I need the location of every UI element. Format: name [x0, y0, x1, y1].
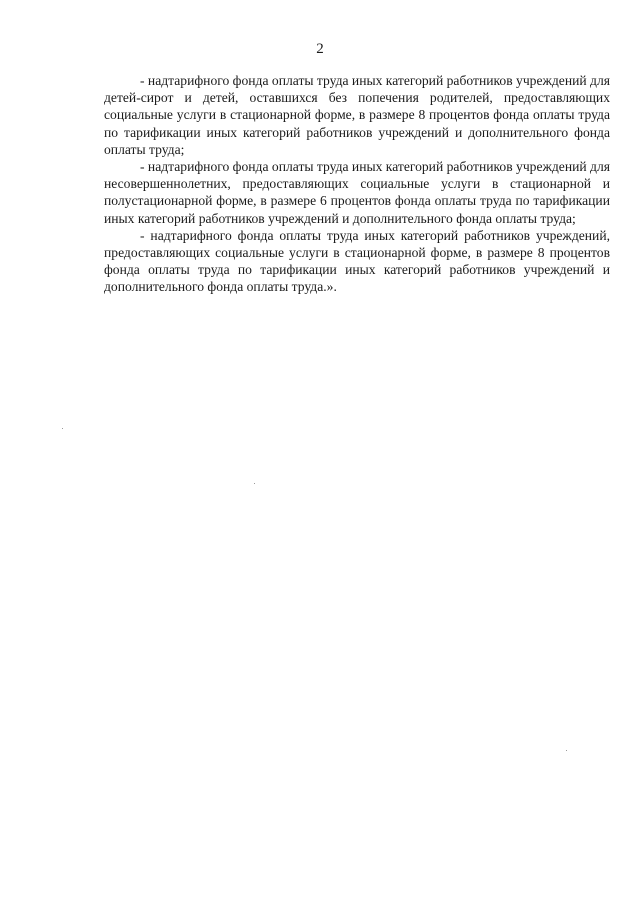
scan-speck: [566, 750, 567, 751]
paragraph-orphan-institutions: - надтарифного фонда оплаты труда иных категорий работников учреждений для детей-сирот и детей, оставшихся без попечения родителей, предоставляющих социальные услуги в стационарной форме, в размере 8 процентов фонда оплаты труда по тарификации иных категорий работников учреждений и дополнительного фонда оплаты труда;: [104, 73, 610, 157]
paragraph-stationary-institutions: - надтарифного фонда оплаты труда иных категорий работников учреждений, предоставляющих социальные услуги в стационарной форме, в размере 8 процентов фонда оплаты труда по тарификации иных категорий работников учреждений и дополнительного фонда оплаты труда.».: [104, 227, 610, 295]
scan-speck: [254, 483, 255, 484]
page-number: 2: [316, 41, 324, 57]
document-body: [104, 72, 610, 296]
paragraph-minor-institutions: - надтарифного фонда оплаты труда иных категорий работников учреждений для несовершеннолетних, предоставляющих социальные услуги в стационарной и полустационарной форме, в размере 6 процентов фонда оплаты труда по тарификации иных категорий работников учреждений и дополнительного фонда оплаты труда;: [104, 159, 610, 226]
scan-speck: [62, 428, 63, 429]
